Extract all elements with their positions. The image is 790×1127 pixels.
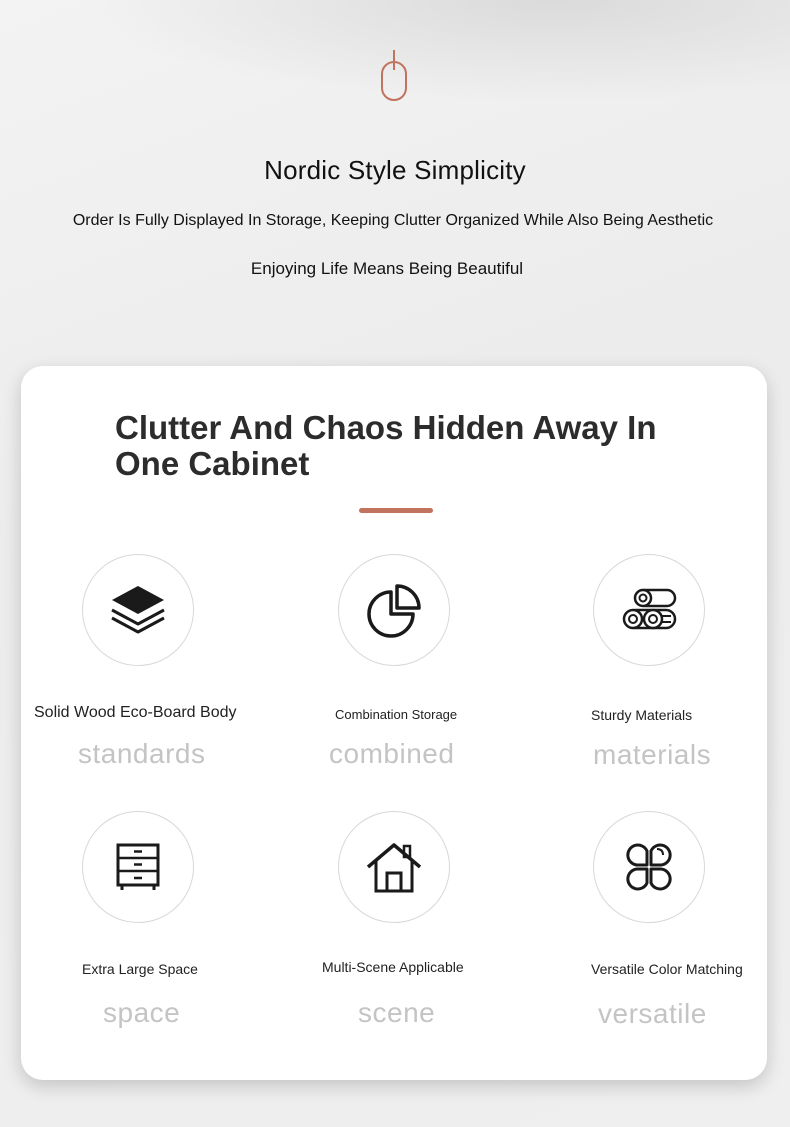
feature-icon-circle bbox=[593, 811, 705, 923]
feature-icon-circle bbox=[82, 554, 194, 666]
feature-icon-circle bbox=[338, 554, 450, 666]
feature-label: Extra Large Space bbox=[82, 961, 198, 977]
drawers-icon bbox=[108, 837, 168, 897]
clover-icon bbox=[619, 837, 679, 897]
mouse-icon bbox=[378, 48, 410, 104]
feature-label: Sturdy Materials bbox=[591, 707, 693, 723]
feature-watermark: materials bbox=[593, 739, 712, 770]
house-icon bbox=[364, 837, 424, 897]
feature-watermark: versatile bbox=[598, 998, 707, 1029]
logs-icon bbox=[619, 580, 679, 640]
hero-title: Nordic Style Simplicity bbox=[264, 155, 526, 185]
card-title: Clutter And Chaos Hidden Away In One Cabinet bbox=[115, 409, 657, 482]
feature-icon-circle bbox=[593, 554, 705, 666]
feature-label: Versatile Color Matching bbox=[591, 961, 743, 977]
feature-watermark: standards bbox=[78, 738, 206, 769]
hero-subtitle: Order Is Fully Displayed In Storage, Keeping Clutter Organized While Also Being Aesthetic bbox=[72, 212, 714, 229]
pie-chart-icon bbox=[364, 580, 424, 640]
feature-watermark: scene bbox=[358, 997, 436, 1028]
layers-icon bbox=[108, 580, 168, 640]
accent-divider bbox=[359, 508, 433, 513]
feature-watermark: combined bbox=[329, 738, 455, 769]
feature-label: Solid Wood Eco-Board Body bbox=[34, 704, 237, 721]
feature-icon-circle bbox=[338, 811, 450, 923]
hero-tagline: Enjoying Life Means Being Beautiful bbox=[250, 259, 524, 278]
feature-icon-circle bbox=[82, 811, 194, 923]
feature-watermark: space bbox=[103, 997, 181, 1028]
features-card bbox=[21, 366, 767, 1080]
feature-label: Multi-Scene Applicable bbox=[322, 959, 464, 975]
feature-label: Combination Storage bbox=[335, 707, 458, 722]
